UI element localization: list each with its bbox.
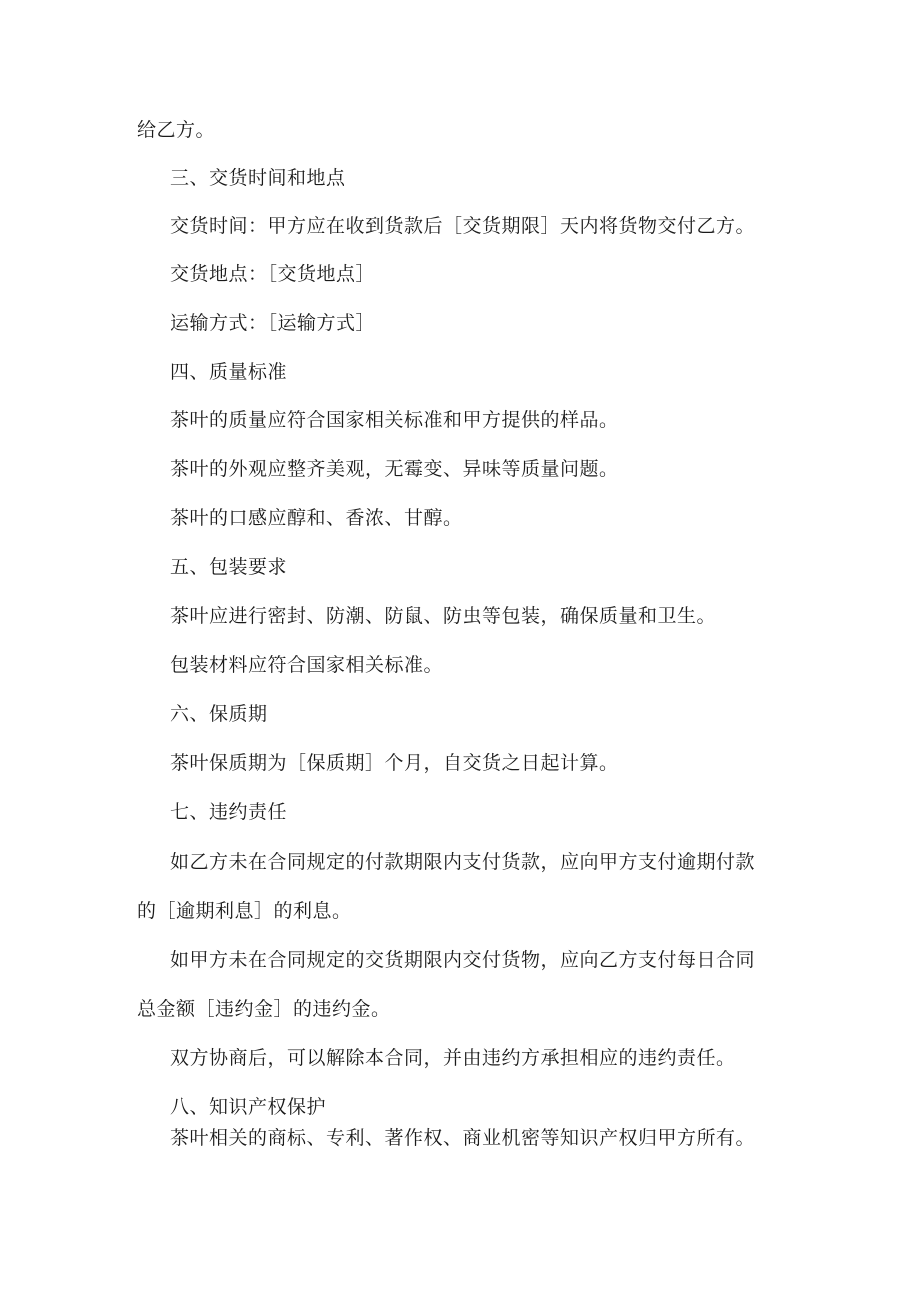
section-heading-liability: 七、违约责任 (170, 801, 288, 823)
paragraph-continuation: 给乙方。 (137, 119, 216, 141)
section-heading-delivery: 三、交货时间和地点 (170, 167, 346, 189)
paragraph-quality-appearance: 茶叶的外观应整齐美观，无霉变、异味等质量问题。 (170, 458, 619, 480)
section-heading-quality: 四、质量标准 (170, 361, 288, 383)
paragraph-quality-taste: 茶叶的口感应醇和、香浓、甘醇。 (170, 507, 463, 529)
paragraph-packaging-material: 包装材料应符合国家相关标准。 (170, 654, 444, 676)
paragraph-liability-buyer: 如乙方未在合同规定的付款期限内支付货款，应向甲方支付逾期付款 (170, 851, 756, 873)
paragraph-quality-standard: 茶叶的质量应符合国家相关标准和甲方提供的样品。 (170, 409, 619, 431)
paragraph-packaging-method: 茶叶应进行密封、防潮、防鼠、防虫等包装，确保质量和卫生。 (170, 605, 717, 627)
paragraph-delivery-place: 交货地点：［交货地点］ (170, 263, 376, 285)
paragraph-liability-buyer-cont: 的［逾期利息］的利息。 (137, 900, 352, 922)
section-heading-ip: 八、知识产权保护 (170, 1096, 327, 1118)
paragraph-liability-termination: 双方协商后，可以解除本合同，并由违约方承担相应的违约责任。 (170, 1047, 736, 1069)
paragraph-ip-ownership: 茶叶相关的商标、专利、著作权、商业机密等知识产权归甲方所有。 (170, 1127, 756, 1149)
paragraph-liability-seller-cont: 总金额［违约金］的违约金。 (137, 998, 391, 1020)
section-heading-shelf-life: 六、保质期 (170, 703, 268, 725)
paragraph-delivery-time: 交货时间：甲方应在收到货款后［交货期限］天内将货物交付乙方。 (170, 215, 756, 237)
paragraph-shelf-life: 茶叶保质期为［保质期］个月，自交货之日起计算。 (170, 752, 619, 774)
section-heading-packaging: 五、包装要求 (170, 556, 288, 578)
paragraph-liability-seller: 如甲方未在合同规定的交货期限内交付货物，应向乙方支付每日合同 (170, 949, 756, 971)
paragraph-transport-method: 运输方式：［运输方式］ (170, 312, 376, 334)
